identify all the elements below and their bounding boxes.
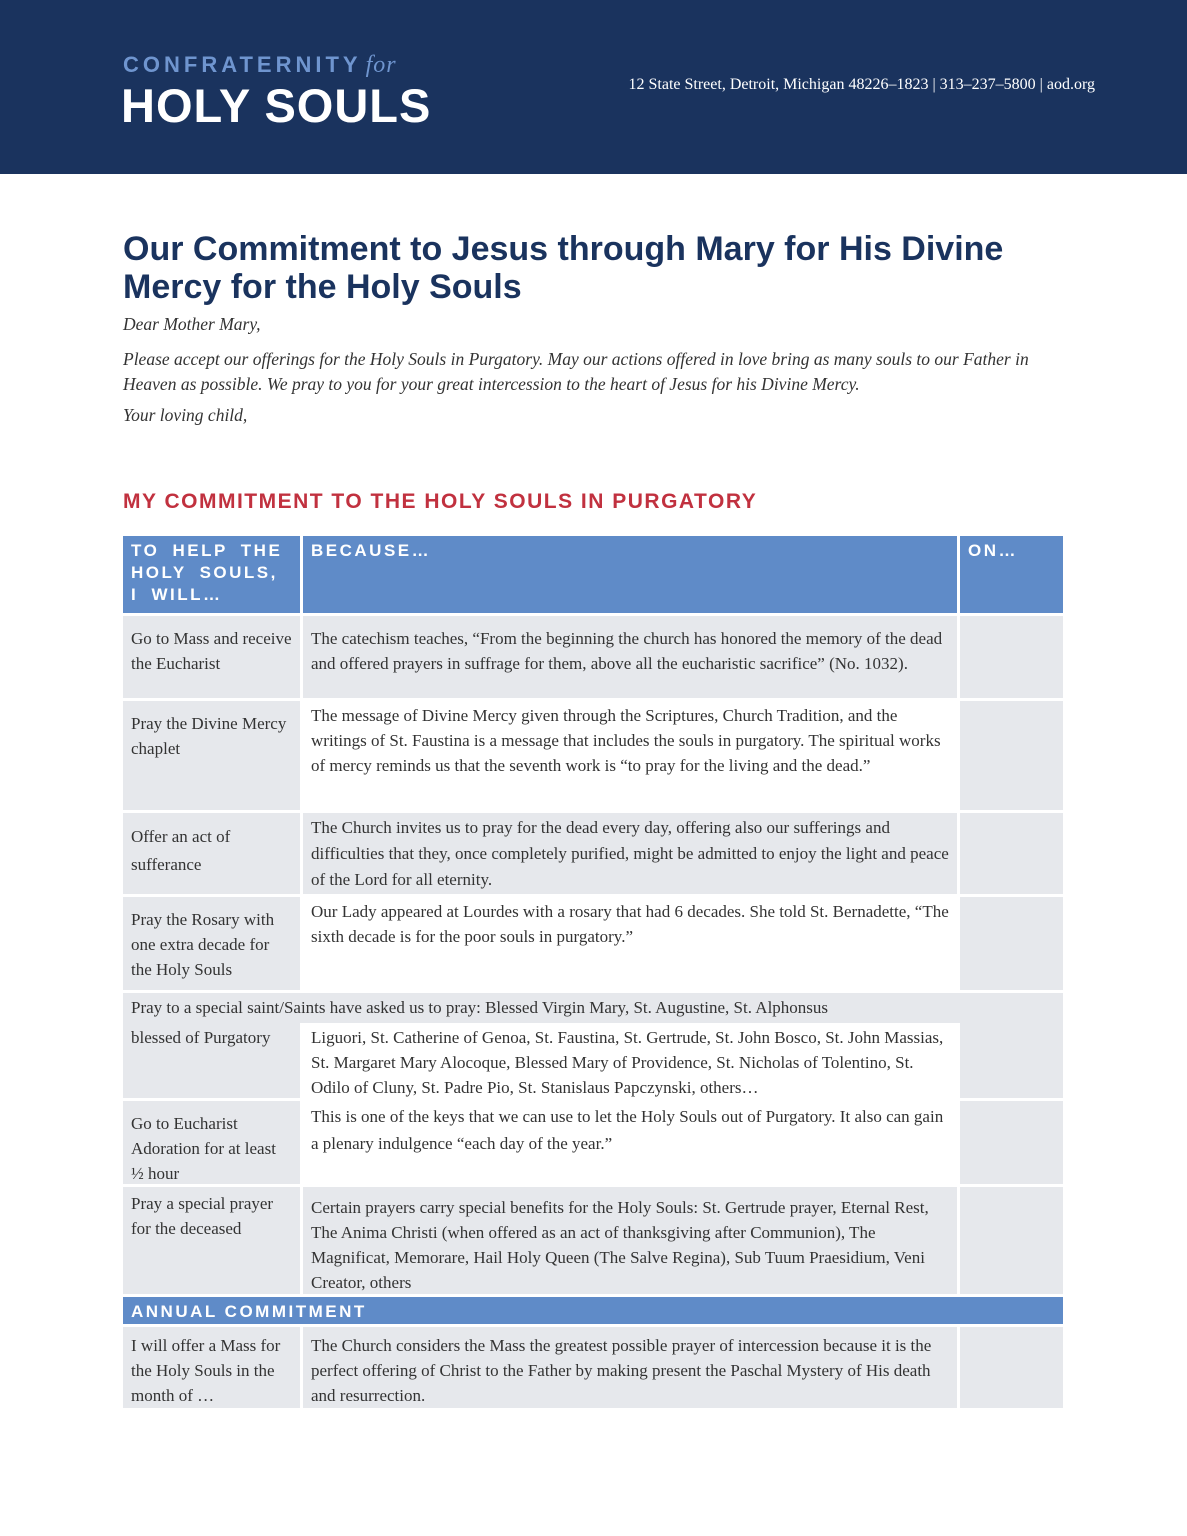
row-action: I will offer a Mass for the Holy Souls in the month of … <box>123 1327 303 1408</box>
row-action: blessed of Purgatory <box>123 1023 303 1098</box>
table-header-row <box>123 536 1063 616</box>
row-on-cell[interactable] <box>960 1023 1063 1098</box>
row-because: The catechism teaches, “From the beginning the church has honored the memory of the dead and offered prayers in suffrage for them, above all the eucharistic sacrifice” (No. 1032). <box>303 616 960 698</box>
header-on: ON… <box>960 536 1063 613</box>
table-row <box>123 897 1063 993</box>
header-banner <box>0 0 1187 174</box>
table-row-continuation <box>123 1023 1063 1098</box>
annual-commitment-heading: ANNUAL COMMITMENT <box>123 1297 1063 1327</box>
row-because: This is one of the keys that we can use to let the Holy Souls out of Purgatory. It also can gain a plenary indulgence “each day of the year.” <box>303 1101 960 1184</box>
header-because: BECAUSE… <box>303 536 960 613</box>
logo-confraternity: CONFRATERNITY for <box>123 52 397 78</box>
commitment-table <box>123 536 1063 1411</box>
contact-address: 12 State Street, Detroit, Michigan 48226–1823 | 313–237–5800 | aod.org <box>628 76 1095 93</box>
row-on-cell[interactable] <box>960 897 1063 990</box>
logo-holy-souls: HOLY SOULS <box>121 79 432 132</box>
row-action-line: Pray to a special saint/Saints have asked us to pray: Blessed Virgin Mary, St. Augustine, St. Alphonsus <box>131 998 829 1017</box>
table-row <box>123 1187 1063 1297</box>
page-title: Our Commitment to Jesus through Mary for His Divine Mercy for the Holy Souls <box>123 230 1004 306</box>
table-row-annual <box>123 1327 1063 1411</box>
table-row <box>123 701 1063 813</box>
letter-closing: Your loving child, <box>123 405 248 425</box>
row-because: Our Lady appeared at Lourdes with a rosary that had 6 decades. She told St. Bernadette, “The sixth decade is for the poor souls in purgatory.” <box>303 897 960 990</box>
table-row <box>123 813 1063 897</box>
row-because: Liguori, St. Catherine of Genoa, St. Faustina, St. Gertrude, St. John Bosco, St. John Massias, St. Margaret Mary Alocoque, Blessed Mary of Providence, St. Nicholas of Tolentino, St. Odilo of Cluny, St. Padre Pio, St. Stanislaus Papczynski, others… <box>303 1023 960 1098</box>
section-heading: MY COMMITMENT TO THE HOLY SOULS IN PURGATORY <box>123 490 758 513</box>
logo-for: for <box>365 52 397 78</box>
row-on-cell[interactable] <box>960 701 1063 810</box>
row-action: Pray the Divine Mercy chaplet <box>123 701 303 810</box>
row-on-cell[interactable] <box>960 616 1063 698</box>
table-row <box>123 993 1063 1101</box>
table-row <box>123 1101 1063 1187</box>
row-action: Pray the Rosary with one extra decade for the Holy Souls <box>123 897 303 990</box>
letter-salutation: Dear Mother Mary, <box>123 314 261 334</box>
header-action: TO HELP THE HOLY SOULS, I WILL… <box>123 536 303 613</box>
table-row <box>123 616 1063 701</box>
row-action: Offer an act of sufferance <box>123 813 303 894</box>
row-action: Go to Mass and receive the Eucharist <box>123 616 303 698</box>
row-because: The Church considers the Mass the greatest possible prayer of intercession because it is the perfect offering of Christ to the Father by making present the Paschal Mystery of His death and resurrection. <box>303 1327 960 1408</box>
row-on-cell[interactable] <box>960 1101 1063 1184</box>
row-because: Certain prayers carry special benefits for the Holy Souls: St. Gertrude prayer, Eternal Rest, The Anima Christi (when offered as an act of thanksgiving after Communion), The Magnificat, Memorare, Hail Holy Queen (The Salve Regina), Sub Tuum Praesidium, Veni Creator, others <box>303 1187 960 1294</box>
row-on-cell[interactable] <box>960 1327 1063 1408</box>
row-because: The message of Divine Mercy given through the Scriptures, Church Tradition, and the writings of St. Faustina is a message that includes the souls in purgatory. The spiritual works of mercy reminds us that the seventh work is “to pray for the living and the dead.” <box>303 701 960 810</box>
row-because: The Church invites us to pray for the dead every day, offering also our sufferings and difficulties that they, once completely purified, might be admitted to enjoy the light and peace of the Lord for all eternity. <box>303 813 960 894</box>
letter-body: Please accept our offerings for the Holy Souls in Purgatory. May our actions offered in love bring as many souls to our Father in Heaven as possible. We pray to you for your great intercession to the heart of Jesus for his Divine Mercy. <box>123 349 1029 394</box>
row-action: Go to Eucharist Adoration for at least ½ hour <box>123 1101 303 1184</box>
row-on-cell[interactable] <box>960 1187 1063 1294</box>
row-on-cell[interactable] <box>960 813 1063 894</box>
row-action: Pray a special prayer for the deceased <box>123 1187 303 1294</box>
